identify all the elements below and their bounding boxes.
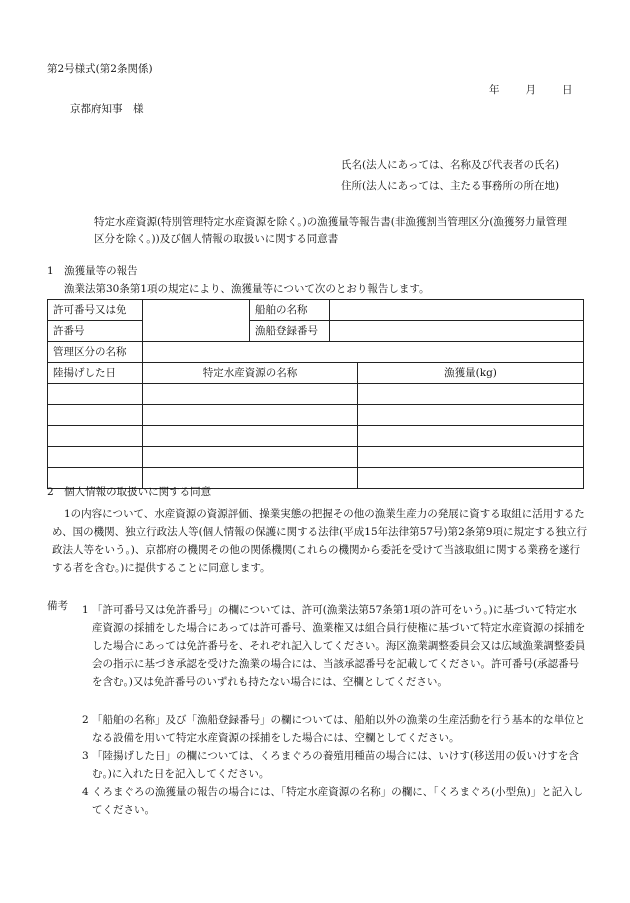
date-line — [489, 85, 573, 96]
recipient: 京都府知事 様 — [70, 103, 144, 115]
vessel-name-field[interactable] — [330, 300, 584, 321]
form-number: 第2号様式(第2条関係) — [47, 63, 153, 75]
table-header-row — [48, 363, 584, 384]
permit-number-label-cont: 許番号 — [48, 321, 143, 342]
section2-heading: 2 個人情報の取扱いに関する同意 — [47, 486, 212, 498]
landing-date-cell[interactable] — [48, 405, 143, 426]
table-row — [48, 384, 584, 405]
resource-name-cell[interactable] — [143, 447, 358, 468]
note-text: 「許可番号又は免許番号」の欄については、許可(漁業法第57条第1項の許可をいう。)に基づいて特定水産資源の採捕をした場合にあっては許可番号、漁業権又は組合員行使権に基づいて特定水産資源の採捕をした場合にあっては免許番号を、それぞれ記入してください。海区漁業調整委員会又は広域漁業調整委員会の指示に基づき承認を受けた漁業の場合には、当該承認番号を記載してください。許可番号(承認番号を含む。)又は免許番号のいずれも持たない場合には、空欄としてください。 — [92, 604, 586, 688]
col-resource-name: 特定水産資源の名称 — [143, 363, 358, 384]
note-number: 1 — [82, 604, 89, 616]
note-1 — [82, 601, 586, 691]
date-year: 年 — [489, 84, 500, 96]
col-landing-date: 陸揚げした日 — [48, 363, 143, 384]
table-row — [48, 447, 584, 468]
notes-label: 備考 — [47, 600, 68, 612]
mgmt-category-field[interactable] — [143, 342, 584, 363]
resource-name-cell[interactable] — [143, 384, 358, 405]
col-catch-amount: 漁獲量(kg) — [358, 363, 584, 384]
section1-lead: 漁業法第30条第1項の規定により、漁獲量等について次のとおり報告します。 — [64, 283, 430, 295]
permit-number-field[interactable] — [143, 300, 250, 342]
date-month: 月 — [525, 84, 536, 96]
catch-report-table — [47, 299, 584, 489]
note-text: くろまぐろの漁獲量の報告の場合には、「特定水産資源の名称」の欄に、「くろまぐろ(小型魚)」と記入してください。 — [92, 786, 584, 816]
table-row — [48, 300, 584, 321]
resource-name-cell[interactable] — [143, 405, 358, 426]
date-day: 日 — [562, 84, 573, 96]
note-text: 「船舶の名称」及び「漁船登録番号」の欄については、船舶以外の漁業の生産活動を行う基本的な単位となる設備を用いて特定水産資源の採捕をした場合には、空欄としてください。 — [92, 714, 586, 744]
note-4 — [82, 783, 586, 819]
mgmt-category-label: 管理区分の名称 — [48, 342, 143, 363]
vessel-reg-label: 漁船登録番号 — [250, 321, 330, 342]
resource-name-cell[interactable] — [143, 426, 358, 447]
table-row — [48, 426, 584, 447]
landing-date-cell[interactable] — [48, 384, 143, 405]
catch-amount-cell[interactable] — [358, 405, 584, 426]
note-3 — [82, 747, 586, 783]
vessel-name-label: 船舶の名称 — [250, 300, 330, 321]
note-text: 「陸揚げした日」の欄については、くろまぐろの養殖用種苗の場合には、いけす(移送用の仮いけすを含む。)に入れた日を記入してください。 — [92, 750, 579, 780]
applicant-name-label: 氏名(法人にあっては、名称及び代表者の氏名) — [341, 159, 560, 171]
note-number: 3 — [82, 750, 89, 762]
section1-heading: 1 漁獲量等の報告 — [47, 265, 138, 277]
table-row — [48, 405, 584, 426]
note-number: 4 — [82, 786, 89, 798]
landing-date-cell[interactable] — [48, 426, 143, 447]
catch-amount-cell[interactable] — [358, 468, 584, 489]
section2-body: 1の内容について、水産資源の資源評価、操業実態の把握その他の漁業生産力の発展に資する取組に活用するため、国の機関、独立行政法人等(個人情報の保護に関する法律(平成15年法律第57号)第2条第9項に規定する独立行政法人等をいう。)、京都府の機関その他の関係機関(これらの機関から委託を受けて当該取組に関する業務を遂行する者を含む。)に提供することに同意します。 — [52, 508, 587, 574]
vessel-reg-field[interactable] — [330, 321, 584, 342]
catch-amount-cell[interactable] — [358, 384, 584, 405]
note-2 — [82, 711, 586, 747]
document-title: 特定水産資源(特別管理特定水産資源を除く。)の漁獲量等報告書(非漁獲割当管理区分(漁獲努力量管理区分を除く。))及び個人情報の取扱いに関する同意書 — [94, 216, 567, 245]
catch-amount-cell[interactable] — [358, 447, 584, 468]
applicant-address-label: 住所(法人にあっては、主たる事務所の所在地) — [341, 180, 560, 192]
note-number: 2 — [82, 714, 89, 726]
permit-number-label: 許可番号又は免 — [48, 300, 143, 321]
table-row — [48, 342, 584, 363]
table-row — [48, 321, 584, 342]
landing-date-cell[interactable] — [48, 447, 143, 468]
catch-amount-cell[interactable] — [358, 426, 584, 447]
